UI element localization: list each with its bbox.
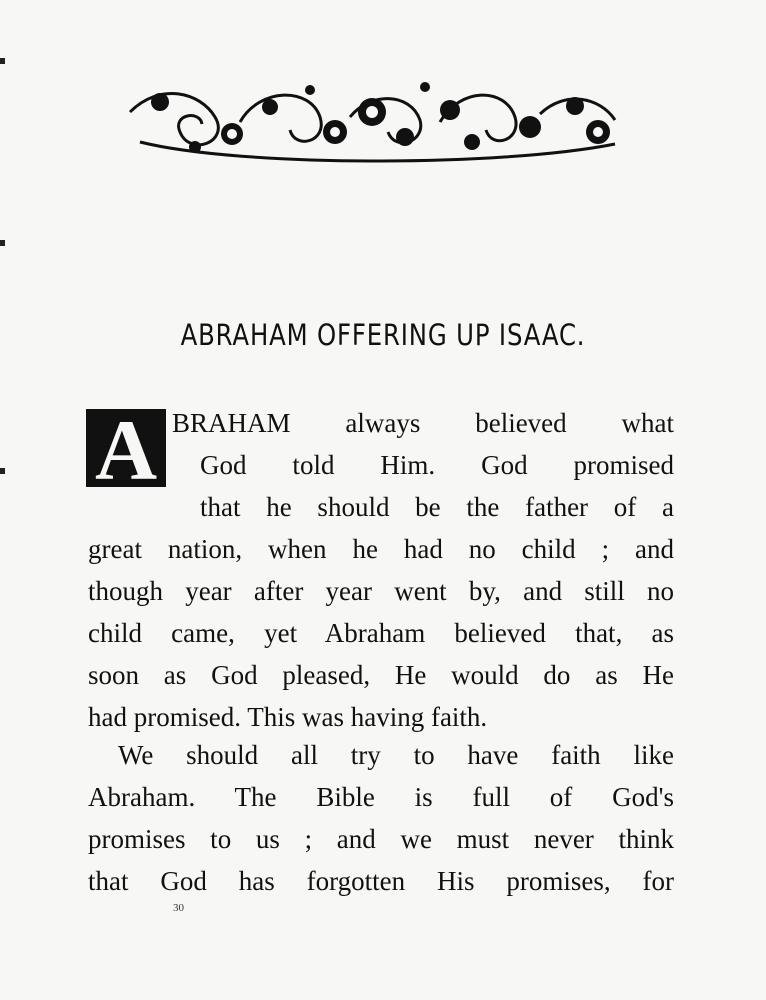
page-title: ABRAHAM OFFERING UP ISAAC.	[180, 318, 586, 352]
body-line: promises to us ; and we must never think	[88, 824, 674, 854]
body-line: BRAHAM always believed what	[172, 408, 674, 438]
body-line: though year after year went by, and still no	[88, 576, 674, 606]
body-line: that God has forgotten His promises, for	[88, 866, 674, 896]
body-line: child came, yet Abraham believed that, as	[88, 618, 674, 648]
margin-mark	[0, 58, 5, 64]
body-line: that he should be the father of a	[200, 492, 674, 522]
body-line: soon as God pleased, He would do as He	[88, 660, 674, 690]
body-line: We should all try to have faith like	[118, 740, 674, 770]
drop-cap-letter: A	[94, 402, 158, 498]
page-number: 30	[173, 902, 184, 914]
ornamental-initial-icon	[86, 402, 166, 498]
body-line: God told Him. God promised	[200, 450, 674, 480]
margin-mark	[0, 240, 5, 246]
margin-mark	[0, 468, 5, 474]
floral-scroll-ornament-icon	[120, 72, 625, 164]
body-line: great nation, when he had no child ; and	[88, 534, 674, 564]
body-line: had promised. This was having faith.	[88, 702, 488, 732]
body-line: Abraham. The Bible is full of God's	[88, 782, 674, 812]
